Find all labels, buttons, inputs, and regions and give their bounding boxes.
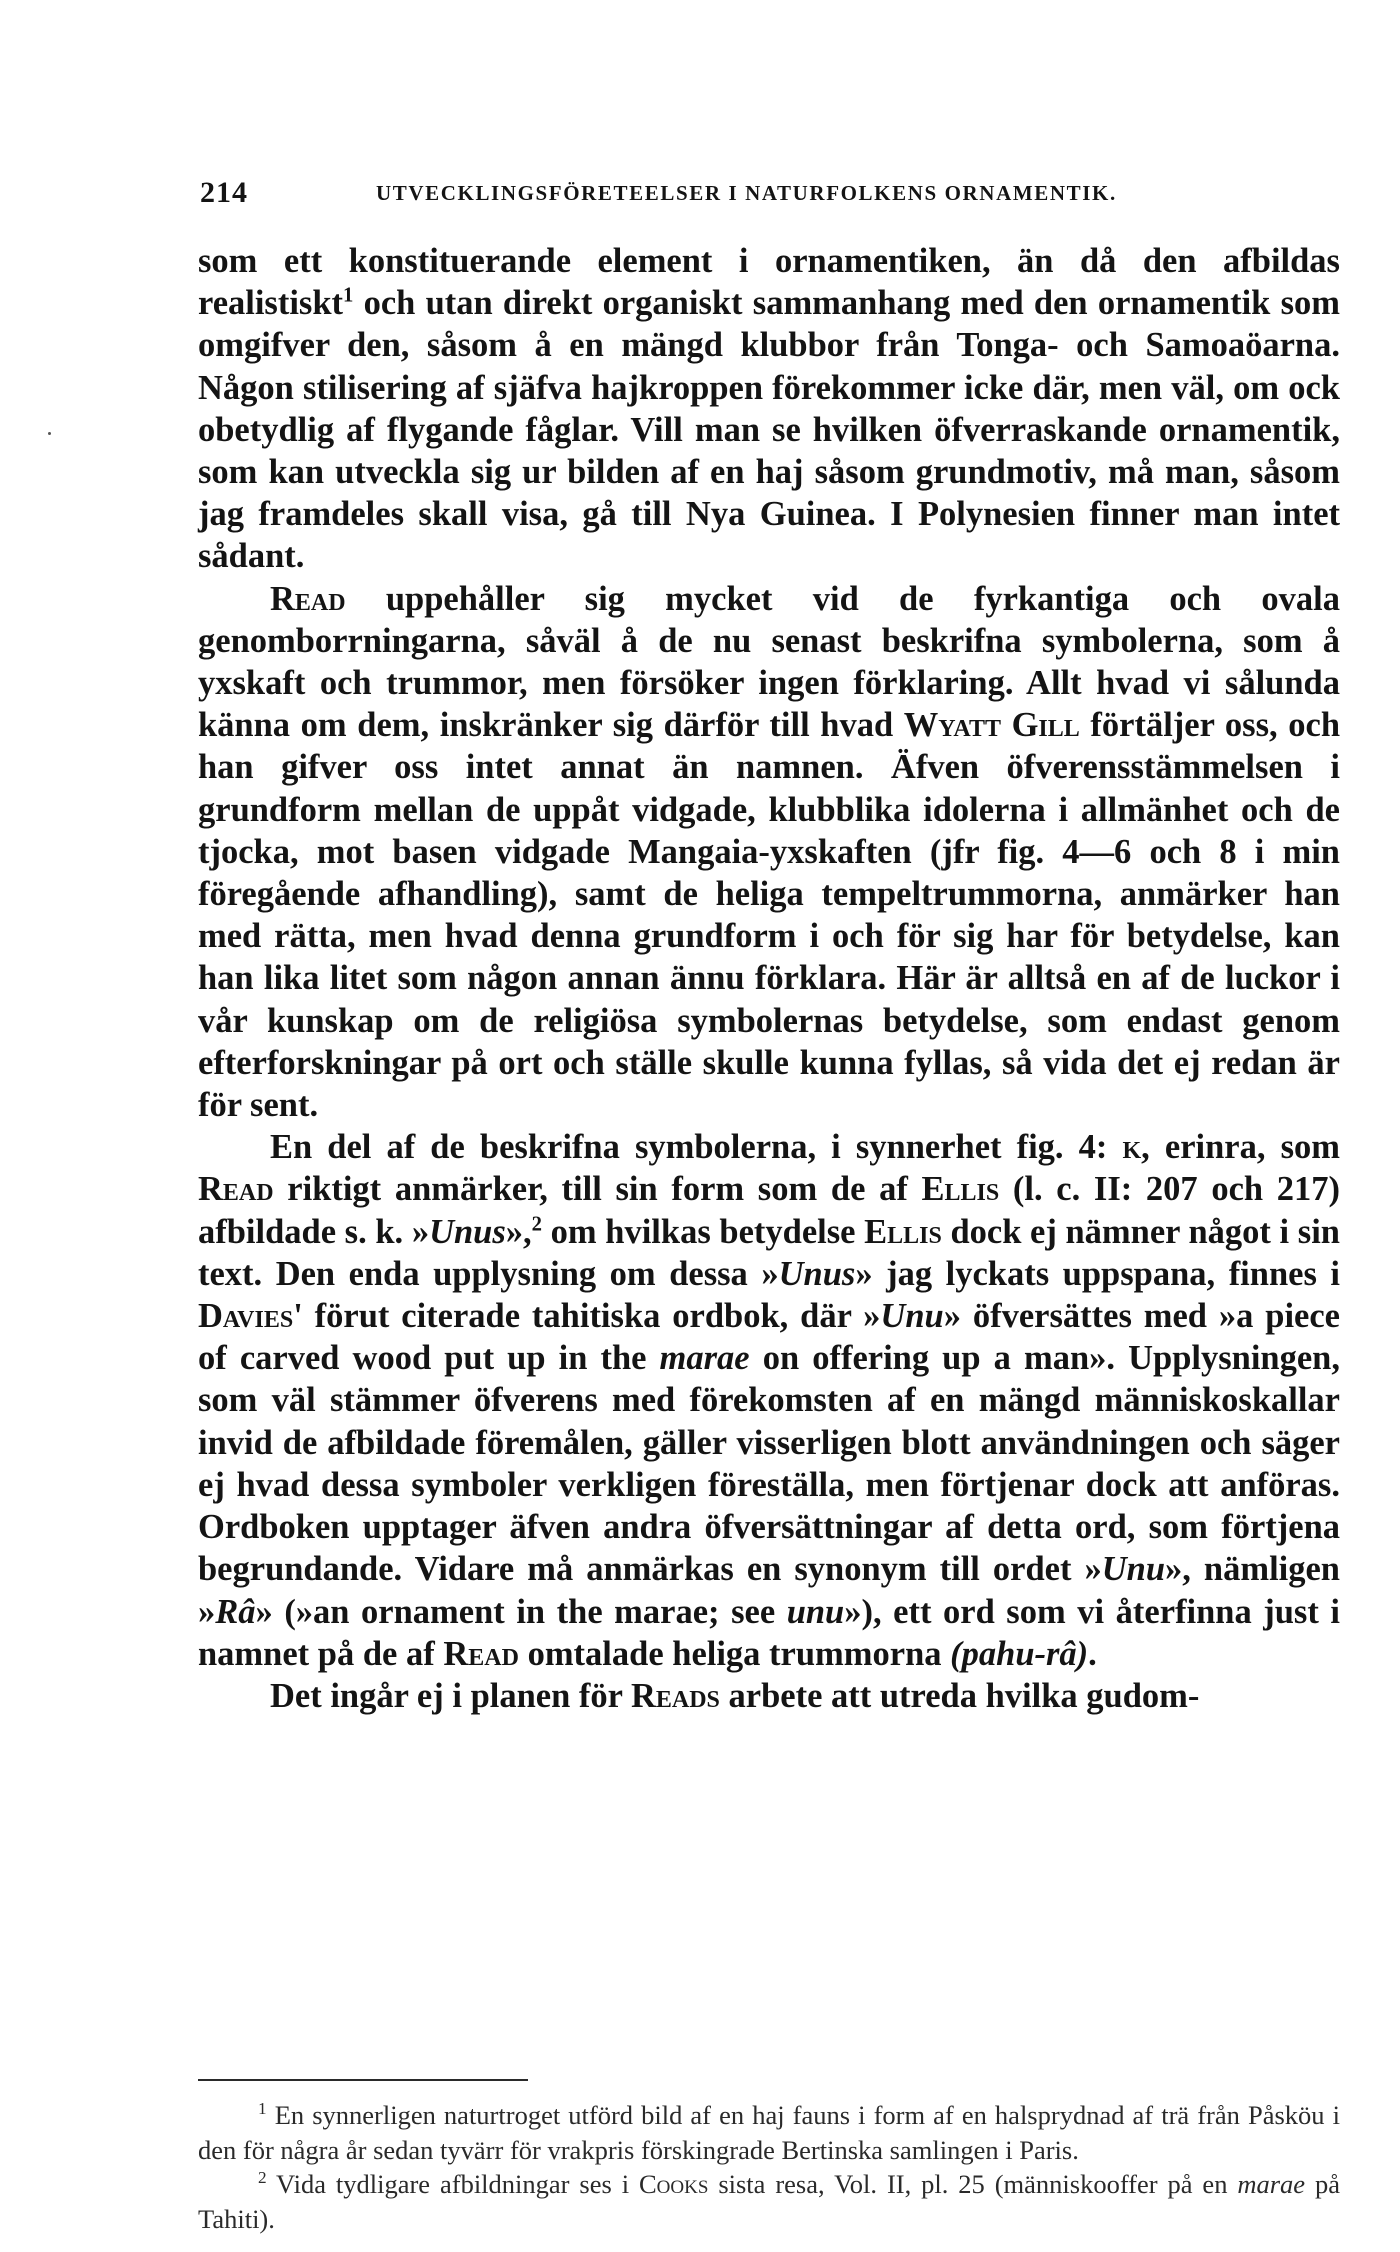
author-name-reads: Reads — [630, 1676, 720, 1715]
footnote-divider — [198, 2079, 528, 2081]
footnote-ref-2[interactable]: 2 — [531, 1213, 543, 1236]
text-run: arbete att utreda hvilka gudom- — [719, 1676, 1200, 1715]
text-run: som ett konstituerande element i ornamentiken, än då den afbildas realistiskt — [198, 242, 1340, 323]
text-run: » öfversättes med »a piece of carved wood put up in the — [198, 1297, 1340, 1378]
term-marae: marae — [659, 1339, 750, 1378]
text-run: on offering up a man». Upplysningen, som väl stämmer öfverens med förekomsten af en mängd människoskallar invid de afbildade föremålen, gäller visserligen blott användningen och säger ej hvad dessa symboler verkligen föreställa, men förtjenar dock att anföras. Ordboken upptager äfven andra öfversättningar af detta ord, som förtjena begrundande. Vidare må anmärkas en synonym till ordet » — [198, 1339, 1340, 1589]
text-run: omtalade heliga trummorna — [518, 1634, 951, 1673]
term-pahu-ra: (pahu-râ) — [950, 1634, 1089, 1673]
term-unus: Unus — [429, 1212, 506, 1251]
text-run: »), ett ord som vi återfinna just i namnet på de af — [198, 1592, 1340, 1673]
text-run: (l. c. II: 207 och 217) afbildade s. k. » — [198, 1170, 1341, 1251]
footnote-number: 1 — [258, 2099, 267, 2119]
term-unu: Unu — [880, 1297, 944, 1336]
text-run: , erinra, som — [1141, 1128, 1340, 1167]
text-run: förtäljer oss, och han gifver oss intet annat än namnen. Äfven öfverensstämmelsen i grundform mellan de uppåt vidgade, klubblika idolerna i allmänhet och de tjocka, mot basen vidgade Mangaia-yxskaften (jfr fig. 4—6 och 8 i min föregående afhandling), samt de heliga tempeltrummorna, anmärker han med rätta, men hvad denna grundform i och för sig har för betydelse, kan han lika litet som någon annan ännu förklara. Här är alltså en af de luckor i vår kunskap om de religiösa symbolernas betydelse, som endast genom efterforskningar på ort och ställe skulle kunna fyllas, så vida det ej redan är för sent. — [198, 706, 1341, 1125]
text-run: och utan direkt organiskt sammanhang med den ornamentik som omgifver den, såsom å en mängd klubbor från Tonga- och Samoaöarna. Någon stilisering af sjäfva hajkroppen förekommer icke där, men väl, om ock obetydlig af flygande fåglar. Vill man se hvilken öfverraskande ornamentik, som kan utveckla sig ur bilden af en haj såsom grundmotiv, må man, såsom jag framdeles skall visa, gå till Nya Guinea. I Polynesien finner man intet sådant. — [198, 284, 1340, 576]
text-run: uppehåller sig mycket vid de fyrkantiga och ovala genomborrningarna, såväl å de nu senast beskrifna symbolerna, som å yxskaft och trummor, men försöker ingen förklaring. Allt hvad vi sålunda känna om dem, inskränker sig därför till hvad — [198, 579, 1340, 745]
footnote-number: 2 — [258, 2168, 267, 2188]
margin-speck — [48, 432, 51, 435]
author-name-read: Read — [270, 579, 346, 618]
term-marae: marae — [1237, 2169, 1306, 2199]
text-run: ' förut citerade tahitiska ordbok, där » — [293, 1297, 881, 1336]
paragraph-3 — [198, 1126, 1340, 1675]
author-name-davies: Davies — [198, 1297, 294, 1336]
footnote-text: sista resa, Vol. II, pl. 25 (människooffer på en — [708, 2169, 1238, 2199]
term-unu: unu — [786, 1592, 845, 1631]
author-name-ellis: Ellis — [864, 1212, 942, 1251]
author-name-read: Read — [443, 1634, 519, 1673]
running-head: UTVECKLINGSFÖRETEELSER I NATURFOLKENS ORNAMENTIK. — [376, 181, 1117, 205]
footnote-text: Vida tydligare afbildningar ses i — [266, 2169, 639, 2199]
footnote-2 — [198, 2167, 1340, 2236]
term-unus: Unus — [778, 1254, 856, 1293]
paragraph-1 — [198, 240, 1340, 578]
page-number: 214 — [200, 176, 248, 209]
author-name-wyatt-gill: Wyatt Gill — [903, 706, 1080, 745]
text-run: », — [505, 1212, 532, 1251]
text-run: om hvilkas betydelse — [542, 1212, 865, 1251]
text-run: Det ingår ej i planen för — [270, 1676, 631, 1715]
text-run: » jag lyckats uppspana, finnes i — [855, 1254, 1340, 1293]
term-unu: Unu — [1101, 1550, 1166, 1589]
paragraph-4 — [198, 1675, 1340, 1717]
author-name-ellis: Ellis — [921, 1170, 1000, 1209]
text-run: riktigt anmärker, till sin form som de af — [273, 1170, 922, 1209]
author-name-cooks: Cooks — [639, 2169, 709, 2199]
text-run: dock ej nämner något i sin text. Den enda upplysning om dessa » — [198, 1212, 1340, 1293]
footnote-text: En synnerligen naturtroget utförd bild af en haj fauns i form af en halsprydnad af trä från Påsköu i den för några år sedan tyvärr för vrakpris förskingrade Bertinska samlingen i Paris. — [198, 2100, 1340, 2165]
author-name-read: Read — [198, 1170, 274, 1209]
text-run: » (»an ornament in the marae; see — [255, 1592, 787, 1631]
footnotes — [198, 2098, 1340, 2236]
text-run: . — [1088, 1634, 1097, 1673]
footnote-1 — [198, 2098, 1340, 2167]
page-header — [200, 176, 1340, 216]
text-run: », nämligen » — [198, 1550, 1340, 1631]
term-ra: Râ — [215, 1592, 256, 1631]
footnote-ref-1[interactable]: 1 — [343, 284, 354, 307]
footnote-text: på Tahiti). — [198, 2169, 1341, 2234]
body-text — [198, 240, 1340, 1717]
text-run: En del af de beskrifna symbolerna, i synnerhet fig. 4: — [270, 1128, 1123, 1167]
figure-letter: k — [1122, 1128, 1142, 1167]
paragraph-2 — [198, 578, 1340, 1127]
